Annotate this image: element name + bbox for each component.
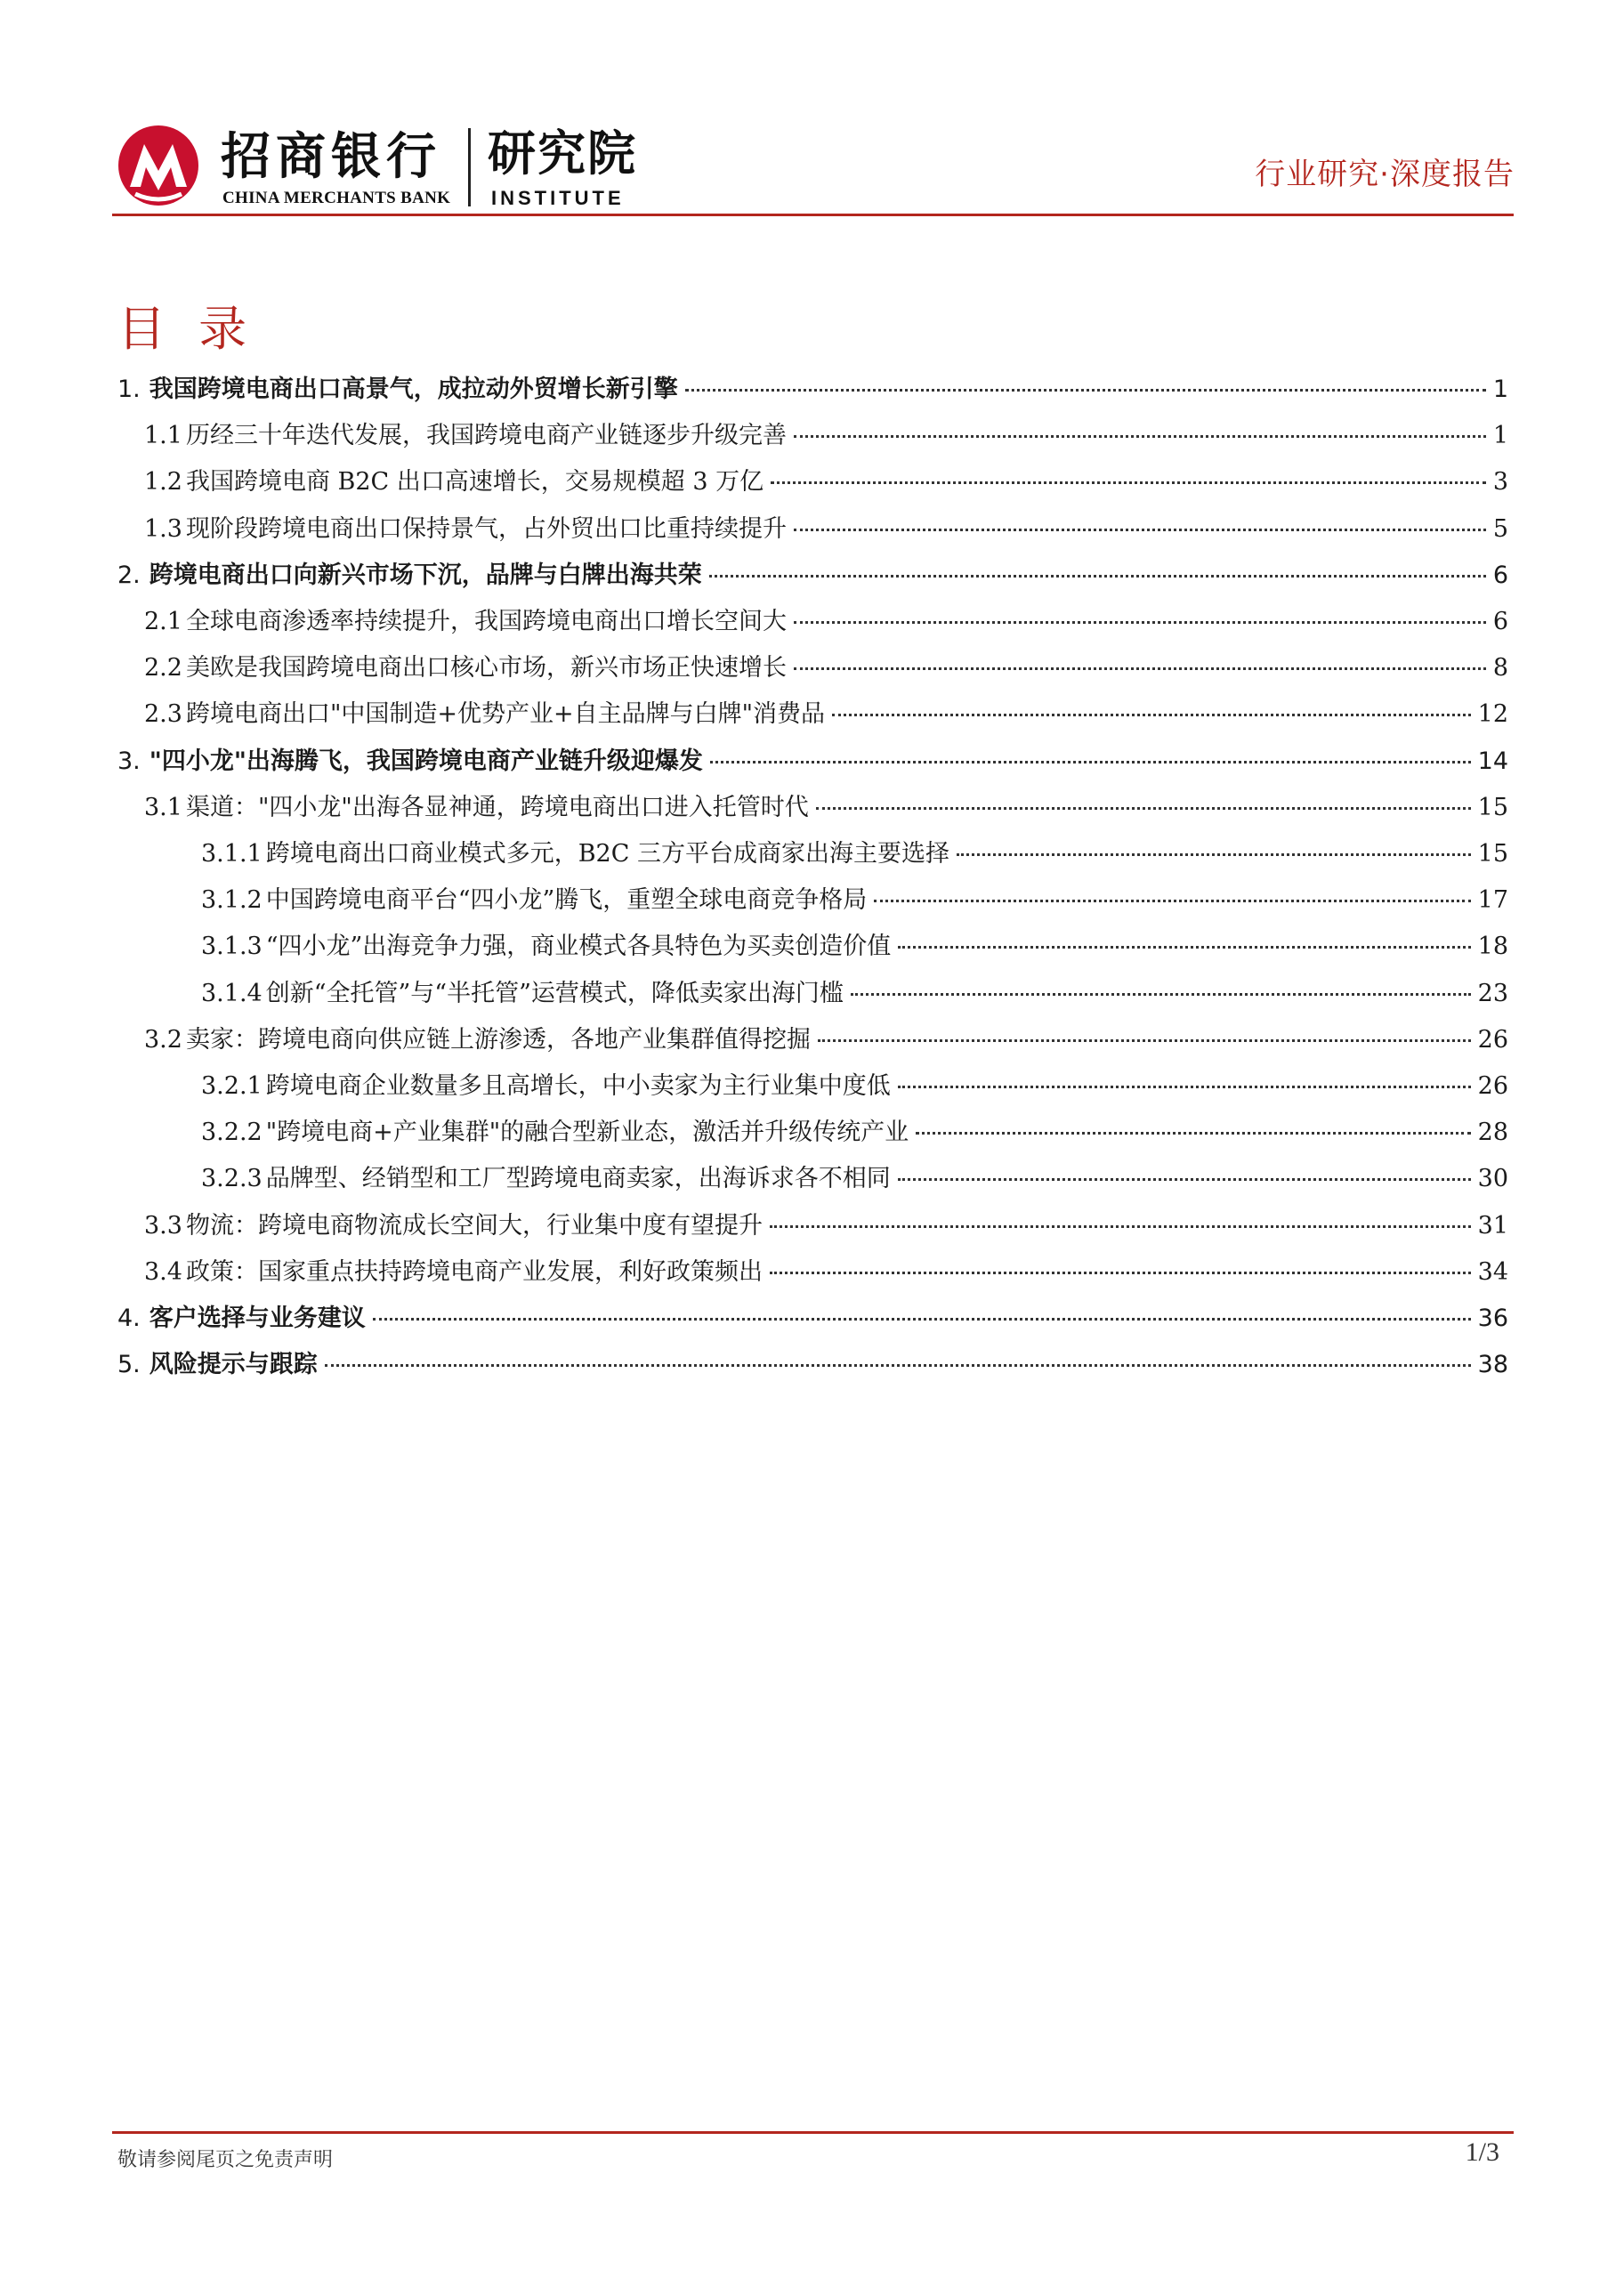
toc-entry-page: 15 <box>1477 794 1508 821</box>
toc-dot-leader <box>794 621 1486 624</box>
footer-divider <box>112 2131 1514 2134</box>
toc-dot-leader <box>874 900 1470 902</box>
toc-entry-number: 3.1 <box>144 794 182 821</box>
toc-entry[interactable] <box>117 1301 1508 1337</box>
logo-divider <box>468 128 471 206</box>
report-type-label: 行业研究·深度报告 <box>1255 157 1515 192</box>
toc-dot-leader <box>325 1364 1471 1367</box>
toc-dot-leader <box>816 807 1471 810</box>
toc-entry-number: 1.3 <box>144 515 182 543</box>
toc-dot-leader <box>685 389 1486 392</box>
toc-entry-title: 跨境电商出口向新兴市场下沉，品牌与白牌出海共荣 <box>149 561 702 589</box>
toc-dot-leader <box>957 853 1471 856</box>
toc-title: 目 录 <box>117 301 256 357</box>
toc-entry-number: 3.2.1 <box>201 1072 263 1100</box>
toc-entry-number: 3.1.3 <box>201 933 263 960</box>
toc-entry[interactable] <box>144 512 1508 547</box>
toc-dot-leader <box>794 529 1486 531</box>
toc-entry-number: 3. <box>117 747 141 775</box>
toc-entry[interactable] <box>201 1069 1508 1104</box>
toc-dot-leader <box>770 1272 1471 1274</box>
toc-entry-title: 品牌型、经销型和工厂型跨境电商卖家，出海诉求各不相同 <box>265 1165 891 1192</box>
toc-entry-title: 历经三十年迭代发展，我国跨境电商产业链逐步升级完善 <box>185 422 787 449</box>
toc-entry-title: 跨境电商出口"中国制造+优势产业+自主品牌与白牌"消费品 <box>185 700 826 728</box>
toc-entry-title: 创新“全托管”与“半托管”运营模式，降低卖家出海门槛 <box>265 980 844 1007</box>
toc-dot-leader <box>771 481 1486 484</box>
toc-entry-page: 6 <box>1492 561 1508 589</box>
toc-entry-page: 1 <box>1492 376 1508 403</box>
logo-english-name: CHINA MERCHANTS BANK <box>222 189 451 207</box>
toc-entry-number: 1. <box>117 376 141 403</box>
toc-entry[interactable] <box>144 697 1508 732</box>
toc-entry-title: "跨境电商+产业集群"的融合型新业态，激活并升级传统产业 <box>265 1119 909 1146</box>
toc-entry[interactable] <box>117 372 1508 408</box>
logo-chinese-name: 招商银行 <box>221 127 441 186</box>
toc-dot-leader <box>898 1178 1471 1181</box>
toc-entry-page: 28 <box>1477 1119 1508 1146</box>
toc-dot-leader <box>851 993 1471 996</box>
toc-dot-leader <box>709 575 1486 578</box>
toc-entry-number: 3.1.2 <box>201 886 263 914</box>
toc-entry[interactable] <box>201 1115 1508 1151</box>
toc-entry-page: 1 <box>1492 422 1508 449</box>
toc-entry[interactable] <box>144 1255 1508 1290</box>
toc-entry[interactable] <box>144 1022 1508 1058</box>
toc-dot-leader <box>770 1225 1471 1228</box>
toc-entry-title: 跨境电商企业数量多且高增长，中小卖家为主行业集中度低 <box>265 1072 891 1100</box>
toc-entry[interactable] <box>117 744 1508 780</box>
toc-entry-page: 8 <box>1492 654 1508 682</box>
toc-entry-title: 客户选择与业务建议 <box>149 1305 366 1332</box>
toc-entry-page: 17 <box>1477 886 1508 914</box>
toc-entry-number: 3.1.1 <box>201 840 263 868</box>
toc-entry[interactable] <box>144 418 1508 454</box>
toc-entry-number: 3.3 <box>144 1212 182 1240</box>
toc-dot-leader <box>832 714 1471 716</box>
toc-entry[interactable] <box>201 1161 1508 1197</box>
toc-entry-page: 12 <box>1477 700 1508 728</box>
toc-entry-page: 26 <box>1477 1026 1508 1054</box>
toc-entry-number: 2.2 <box>144 654 182 682</box>
toc-entry-title: 政策：国家重点扶持跨境电商产业发展，利好政策频出 <box>185 1258 763 1286</box>
toc-entry-number: 3.2.3 <box>201 1165 263 1192</box>
toc-entry[interactable] <box>201 883 1508 918</box>
toc-entry-page: 26 <box>1477 1072 1508 1100</box>
toc-entry-number: 2.3 <box>144 700 182 728</box>
toc-entry-number: 3.4 <box>144 1258 182 1286</box>
toc-entry-number: 1.1 <box>144 422 182 449</box>
toc-entry-title: 卖家：跨境电商向供应链上游渗透，各地产业集群值得挖掘 <box>185 1026 811 1054</box>
toc-entry-number: 3.2 <box>144 1026 182 1054</box>
toc-entry-page: 6 <box>1492 608 1508 635</box>
toc-dot-leader <box>818 1039 1471 1042</box>
toc-entry-number: 3.2.2 <box>201 1119 263 1146</box>
institute-chinese-name: 研究院 <box>488 125 637 182</box>
toc-dot-leader <box>898 946 1470 949</box>
toc-entry[interactable] <box>201 836 1508 872</box>
toc-entry-title: 渠道："四小龙"出海各显神通，跨境电商出口进入托管时代 <box>185 794 809 821</box>
toc-entry-page: 5 <box>1492 515 1508 543</box>
toc-entry-title: “四小龙”出海竞争力强，商业模式各具特色为买卖创造价值 <box>265 933 892 960</box>
toc-entry[interactable] <box>201 976 1508 1012</box>
toc-dot-leader <box>916 1132 1470 1135</box>
toc-entry-page: 38 <box>1477 1351 1508 1378</box>
toc-entry[interactable] <box>144 1208 1508 1244</box>
toc-entry-title: 物流：跨境电商物流成长空间大，行业集中度有望提升 <box>185 1212 763 1240</box>
toc-entry-page: 36 <box>1477 1305 1508 1332</box>
toc-entry-title: 我国跨境电商 B2C 出口高速增长，交易规模超 3 万亿 <box>185 468 764 496</box>
toc-entry-number: 2.1 <box>144 608 182 635</box>
toc-dot-leader <box>794 667 1486 670</box>
toc-entry-title: "四小龙"出海腾飞，我国跨境电商产业链升级迎爆发 <box>149 747 703 775</box>
toc-entry[interactable] <box>117 558 1508 594</box>
toc-entry-page: 3 <box>1492 468 1508 496</box>
toc-entry-title: 跨境电商出口商业模式多元，B2C 三方平台成商家出海主要选择 <box>265 840 949 868</box>
cmb-logo-icon <box>117 125 199 206</box>
toc-dot-leader <box>898 1086 1471 1088</box>
toc-entry[interactable] <box>144 604 1508 640</box>
toc-dot-leader <box>794 435 1486 438</box>
toc-entry-page: 34 <box>1477 1258 1508 1286</box>
toc-entry-page: 23 <box>1477 980 1508 1007</box>
footer-disclaimer: 敬请参阅尾页之免责声明 <box>117 2149 334 2171</box>
toc-entry-page: 30 <box>1477 1165 1508 1192</box>
toc-entry[interactable] <box>144 464 1508 500</box>
toc-dot-leader <box>373 1318 1471 1321</box>
toc-entry-title: 全球电商渗透率持续提升，我国跨境电商出口增长空间大 <box>185 608 787 635</box>
toc-entry-number: 2. <box>117 561 141 589</box>
toc-entry[interactable] <box>144 790 1508 826</box>
toc-dot-leader <box>710 761 1471 763</box>
page-header <box>117 125 1515 214</box>
toc-entry-title: 现阶段跨境电商出口保持景气，占外贸出口比重持续提升 <box>185 515 787 543</box>
toc-entry-number: 3.1.4 <box>201 980 263 1007</box>
toc-entry-page: 14 <box>1477 747 1508 775</box>
header-divider <box>112 214 1514 216</box>
institute-english-name: INSTITUTE <box>491 187 625 209</box>
toc-entry-title: 我国跨境电商出口高景气，成拉动外贸增长新引擎 <box>149 376 678 403</box>
page-number: 1/3 <box>1465 2137 1499 2167</box>
toc-entry-number: 4. <box>117 1305 141 1332</box>
toc-entry-page: 31 <box>1477 1212 1508 1240</box>
toc-entry-title: 中国跨境电商平台“四小龙”腾飞，重塑全球电商竞争格局 <box>265 886 868 914</box>
toc-entry-number: 1.2 <box>144 468 182 496</box>
toc-entry[interactable] <box>117 1347 1508 1383</box>
toc-entry-page: 15 <box>1477 840 1508 868</box>
toc-entry-number: 5. <box>117 1351 141 1378</box>
toc-entry-title: 风险提示与跟踪 <box>149 1351 318 1378</box>
toc-entry-title: 美欧是我国跨境电商出口核心市场，新兴市场正快速增长 <box>185 654 787 682</box>
toc-entry-page: 18 <box>1477 933 1508 960</box>
toc-entry[interactable] <box>144 650 1508 686</box>
toc-entry[interactable] <box>201 929 1508 965</box>
